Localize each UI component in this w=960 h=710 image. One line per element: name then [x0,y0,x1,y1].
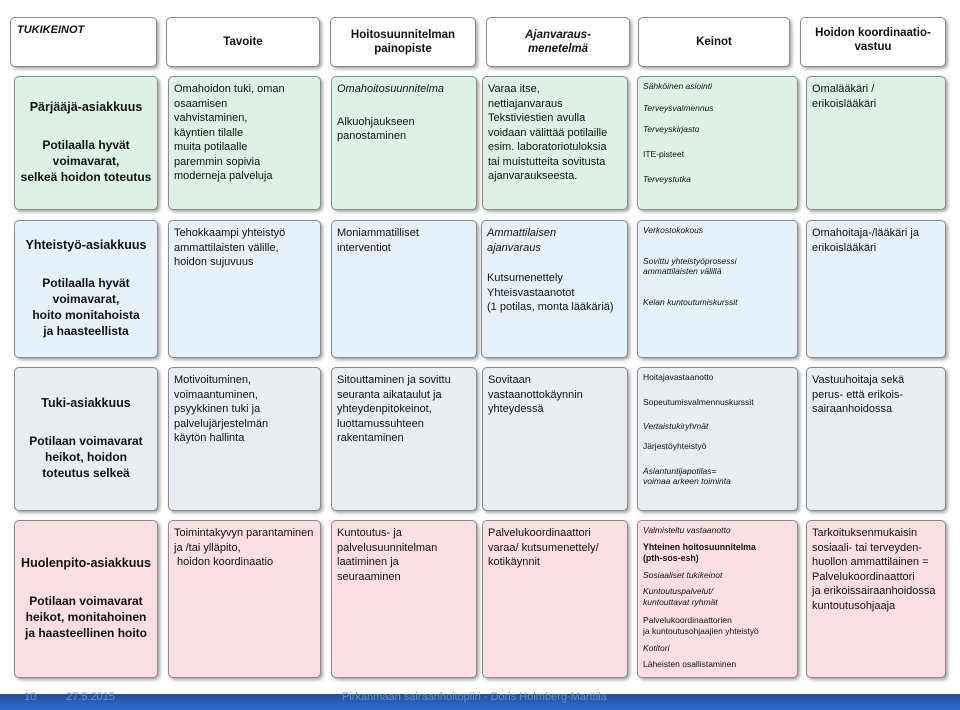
row3-keinot-item: Hoitajavastaanotto [643,372,714,382]
row1-tavoite-line: muita potilaalle [174,141,248,154]
row4-keinot-item: Kuntoutuspalvelut/ [643,586,713,597]
header-tukikeinot [10,17,157,67]
row3-tavoite-line: voimaantuminen, [174,388,258,401]
row3-desc-line: Potilaan voimavarat [29,434,143,449]
row2-tavoite [168,220,321,358]
row4-vastuu [806,520,946,678]
row1-tavoite-line: moderneja palveluja [174,170,273,183]
row2-ajanvaraus-line: (1 potilas, monta lääkäriä) [487,301,614,314]
row4-painopiste-line: Kuntoutus- ja [337,527,402,539]
row2-category [14,220,158,358]
row1-title: Pärjääjä-asiakkuus [29,100,143,115]
row1-painopiste-line: Alkuohjaukseen [337,115,415,128]
row2-tavoite-line: Tehokkaampi yhteistyö [174,227,286,239]
row4-keinot [637,520,798,678]
row2-desc-line: Potilaalla hyvät [42,276,130,291]
row2-ajanvaraus-italic: Ammattilaisen [487,227,557,239]
row4-tavoite-line: Toimintakyvyn parantaminen [174,527,314,539]
header-ajanvaraus [486,17,630,67]
row3-keinot-item: Vertaistukiryhmät [643,421,709,432]
row4-tavoite-line: ja /tai ylläpito, [174,541,241,554]
row1-vastuu [806,76,946,210]
row1-ajanvaraus-line: ajanvaraukseesta. [488,170,578,183]
row3-desc-line: toteutus selkeä [42,465,130,480]
row3-tavoite-line: palvelujärjestelmän [174,417,269,430]
row2-painopiste-line: interventiot [337,241,391,254]
header-tavoite-label: Tavoite [223,35,263,48]
row4-painopiste-line: palvelusuunnitelman [337,541,438,554]
row2-desc [32,276,139,339]
row3-vastuu-line: Vastuuhoitaja sekä [812,374,905,386]
row1-tavoite-line: käyntien tilalle [174,126,244,139]
row1-keinot-item: Sähköinen asiointi [643,81,712,91]
header-hoitosuunnitelman-line2: painopiste [374,43,432,55]
row1-ajanvaraus-line: Tekstiviestien avulla [488,112,586,125]
row3-desc [29,434,142,481]
header-tukikeinot-label: TUKIKEINOT [17,24,85,36]
header-hoitosuunnitelman [330,17,476,67]
row4-keinot-item: ja kuntoutusohjaajien yhteistyö [643,626,759,637]
row2-ajanvaraus-line: Kutsumenettely [487,272,563,285]
row2-desc-line: hoito monitahoista [32,308,140,322]
row4-category [14,520,158,678]
row2-keinot-item: Verkostokokous [643,225,704,235]
row3-painopiste-line: luottamussuhteen [337,417,424,430]
row3-keinot-item: Järjestöyhteistyö [643,440,707,451]
row4-ajanvaraus-line: varaa/ kutsumenettely/ [488,541,599,554]
row3-painopiste-line: Sitouttaminen ja sovittu [337,374,451,386]
row3-keinot [637,367,798,511]
row4-ajanvaraus-line: kotikäynnit [488,556,540,569]
header-ajanvaraus-line1: Ajanvaraus- [525,28,591,41]
row4-painopiste-line: laatiminen ja [337,556,399,569]
row1-desc [21,138,152,185]
row4-desc-line: Potilaan voimavarat [29,594,143,609]
row1-keinot-item: ITE-pisteet [643,148,685,159]
row1-desc-line: Potilaalla hyvät [42,138,130,153]
row4-vastuu-line: sosiaali- tai terveyden- [812,541,923,554]
row2-vastuu [806,220,946,358]
row4-keinot-item: Palvelukoordinaattorien [643,615,732,626]
row1-ajanvaraus-line: esim. laboratoriotuloksia [488,141,607,154]
row2-vastuu-line: Omahoitaja-/lääkäri ja [812,227,919,239]
row1-keinot-item: Terveysvalmennus [643,102,714,113]
row4-keinot-item: Sosiaaliset tukikeinot [643,569,723,580]
row1-painopiste-italic: Omahoitosuunnitelma [337,83,445,95]
row1-keinot [637,76,798,210]
row4-keinot-item: kuntouttavat ryhmät [643,596,718,607]
row3-ajanvaraus-line: vastaanottokäynnin [488,388,583,401]
row1-ajanvaraus [482,76,628,210]
row1-desc-line: voimavarat, [52,154,120,169]
row1-tavoite-line: vahvistaminen, [174,112,248,125]
row1-painopiste-line: panostaminen [337,130,407,143]
header-hoidon-line2: vastuu [854,41,892,54]
row4-vastuu-line: kuntoutusohjaaja [812,599,896,612]
row2-desc-line: ja haasteellista [43,323,129,338]
footer-bar [0,691,960,710]
row2-painopiste-line: Moniammatilliset [337,227,419,239]
row1-ajanvaraus-line: nettiajanvaraus [488,97,563,110]
footer-text: Pirkanmaan sairaanhoitopiiri - Doris Holmberg-Marttila [342,691,607,703]
header-tavoite [166,17,320,67]
row4-vastuu-line: huollon ammattilainen = [812,556,929,569]
row1-vastuu-line: Omalääkäri / erikoislääkäri [812,83,877,110]
row4-vastuu-line: Tarkoituksenmukaisin [812,527,918,539]
row1-ajanvaraus-line: tai muistutteita sovitusta [488,155,606,168]
row3-keinot-item: Asiantuntijapotilas= [643,465,717,476]
footer-page: 10 [24,691,37,703]
row3-painopiste-line: yhteydenpitokeinot, [337,403,432,416]
row2-tavoite-line: ammattilaisten välille, [174,241,279,254]
row4-tavoite [168,520,321,678]
row2-keinot-item: Sovittu yhteistyöprosessi [643,255,737,266]
row2-ajanvaraus-italic: ajanvaraus [487,241,541,254]
row1-keinot-item: Terveystutka [643,173,691,184]
row3-tavoite-line: psyykkinen tuki ja [174,403,261,416]
row3-ajanvaraus [482,367,628,511]
row4-painopiste-line: seuraaminen [337,570,401,583]
row1-tavoite [168,76,321,210]
row1-category [14,76,158,210]
row3-category [14,367,158,511]
row4-keinot-item: Läheisten osallistaminen [643,659,737,670]
row1-desc-line: selkeä hoidon toteutus [20,169,152,184]
row4-tavoite-line: hoidon koordinaatio [174,556,274,569]
row4-vastuu-line: Palvelukoordinaattori [812,570,915,583]
row1-tavoite-line: osaamisen [174,97,228,110]
row3-painopiste [331,367,477,511]
row2-tavoite-line: hoidon sujuvuus [174,256,254,269]
row2-title: Yhteistyö-asiakkuus [25,238,147,253]
row3-ajanvaraus-line: yhteydessä [488,403,544,416]
row4-painopiste [331,520,477,678]
row3-keinot-item: Sopeutumisvalmennuskurssit [643,396,754,407]
row3-painopiste-line: rakentaminen [337,432,404,445]
row3-keinot-item: voimaa arkeen toiminta [643,476,731,487]
row3-vastuu [806,367,946,511]
header-keinot-label: Keinot [696,35,732,48]
row2-keinot [637,220,798,358]
header-keinot [638,17,790,67]
row4-ajanvaraus [482,520,628,678]
row3-painopiste-line: seuranta aikataulut ja [337,388,442,401]
header-hoitosuunnitelman-line1: Hoitosuunnitelman [350,28,456,41]
row1-painopiste [331,76,477,210]
row1-keinot-item: Terveyskirjasto [643,124,700,135]
row4-keinot-item: Kotitori [643,642,670,653]
row4-keinot-item: Valmisteltu vastaanotto [643,525,731,535]
row2-keinot-item: ammattilaisten välillä [643,266,722,277]
row4-desc-line: ja haasteellinen hoito [24,625,148,640]
header-hoidon [800,17,946,67]
row4-keinot-item: Yhteinen hoitosuunnitelma [643,541,756,552]
row3-ajanvaraus-line: Sovitaan [488,374,531,386]
row1-ajanvaraus-line: voidaan välittää potilaille [488,126,608,139]
row4-ajanvaraus-line: Palvelukoordinaattori [488,527,591,539]
header-ajanvaraus-line2: menetelmä [527,43,589,55]
row3-desc-line: heikot, hoidon [44,450,127,465]
row4-title: Huolenpito-asiakkuus [21,556,151,571]
row3-tavoite [168,367,321,511]
row1-tavoite-line: Omahoidon tuki, oman [174,83,285,95]
row2-painopiste [331,220,477,358]
row3-vastuu-line: sairaanhoidossa [812,403,893,416]
row4-vastuu-line: ja erikoissairaanhoidossa [812,585,936,598]
row2-keinot-item: Kelan kuntoutumiskurssit [643,296,738,307]
row3-tavoite-line: käytön hallinta [174,432,245,445]
row2-vastuu-line: erikoislääkäri [812,241,877,254]
footer-date: 27.5.2015 [66,691,115,703]
row3-vastuu-line: perus- että erikois- [812,388,904,401]
header-hoidon-line1: Hoidon koordinaatio- [815,27,931,39]
row1-ajanvaraus-line: Varaa itse, [488,83,540,95]
row2-ajanvaraus [481,220,628,358]
row2-desc-line: voimavarat, [52,292,120,307]
row4-desc [25,594,147,641]
row2-ajanvaraus-line: Yhteisvastaanotot [487,286,575,299]
row3-title: Tuki-asiakkuus [41,396,131,411]
row3-tavoite-line: Motivoituminen, [174,374,252,386]
row4-desc-line: heikot, monitahoinen [25,610,147,625]
row4-keinot-item: (pth-sos-esh) [643,552,699,563]
row1-tavoite-line: paremmin sopivia [174,155,261,168]
